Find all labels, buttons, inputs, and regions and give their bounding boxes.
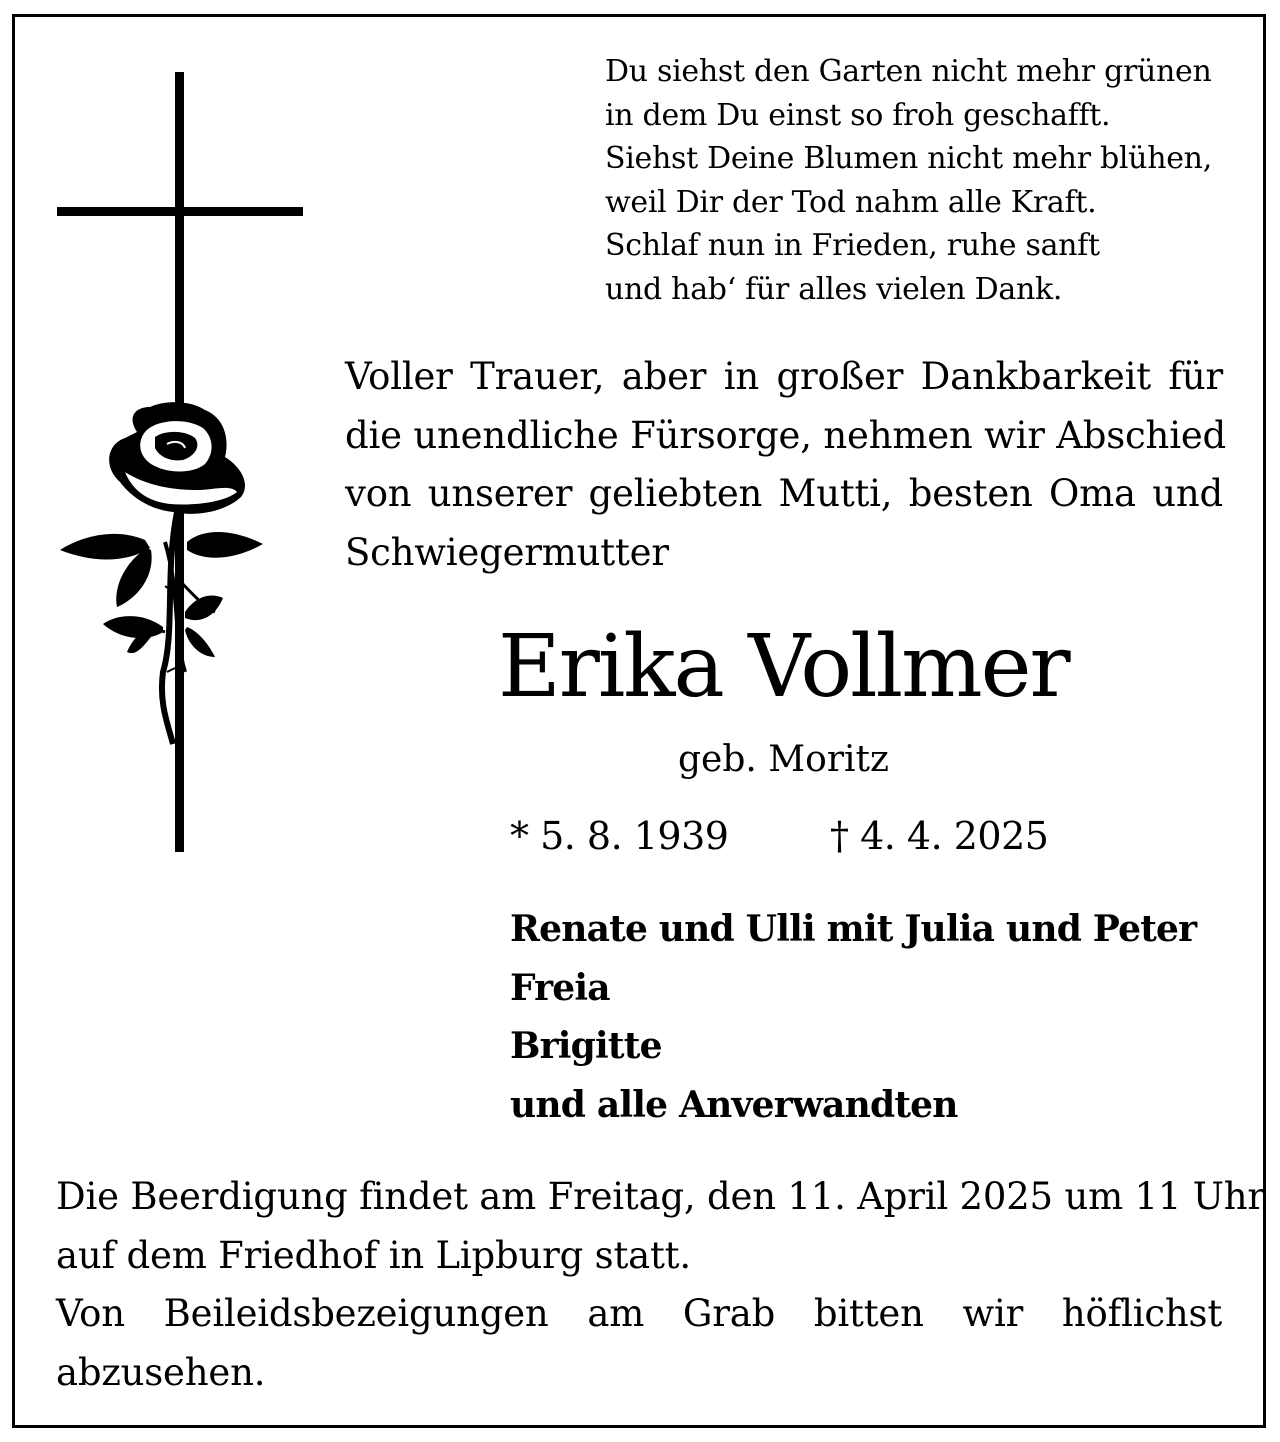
poem-line: Schlaf nun in Frieden, ruhe sanft (605, 228, 1100, 264)
poem-line: und hab‘ für alles vielen Dank. (605, 271, 1063, 307)
intro-line: Voller Trauer, aber in großer Dankbarkeit für (345, 355, 1223, 398)
deceased-name: Erika Vollmer (498, 617, 1069, 717)
maiden-name: geb. Moritz (678, 739, 889, 780)
poem-line: weil Dir der Tod nahm alle Kraft. (605, 184, 1097, 220)
mourners-list (510, 900, 1196, 1134)
poem-line: in dem Du einst so froh geschafft. (605, 97, 1111, 133)
rose-icon (60, 402, 263, 744)
mourner-item: und alle Anverwandten (510, 1083, 958, 1126)
intro-line: die unendliche Fürsorge, nehmen wir Abschied (345, 413, 1227, 457)
funeral-line: Von Beileidsbezeigungen am Grab bitten wir höflichst (56, 1292, 1222, 1335)
cross-with-rose-icon (55, 72, 305, 852)
mourner-item: Brigitte (510, 1025, 662, 1067)
funeral-line: abzusehen. (56, 1350, 266, 1394)
poem (605, 50, 1245, 312)
funeral-line: Die Beerdigung findet am Freitag, den 11. April 2025 um 11 Uhr (56, 1175, 1265, 1218)
birth-date: * 5. 8. 1939 (510, 814, 729, 858)
funeral-notice (56, 1168, 1265, 1402)
death-date: † 4. 4. 2025 (830, 814, 1049, 858)
funeral-line: auf dem Friedhof in Lipburg statt. (56, 1233, 691, 1277)
intro-paragraph (345, 348, 1227, 582)
intro-line: Schwiegermutter (345, 530, 669, 574)
poem-line: Siehst Deine Blumen nicht mehr blühen, (605, 141, 1212, 177)
poem-line: Du siehst den Garten nicht mehr grünen (605, 54, 1212, 89)
mourner-item: Freia (510, 966, 610, 1009)
mourner-item: Renate und Ulli mit Julia und Peter (510, 908, 1197, 950)
intro-line: von unserer geliebten Mutti, besten Oma und (345, 472, 1223, 515)
